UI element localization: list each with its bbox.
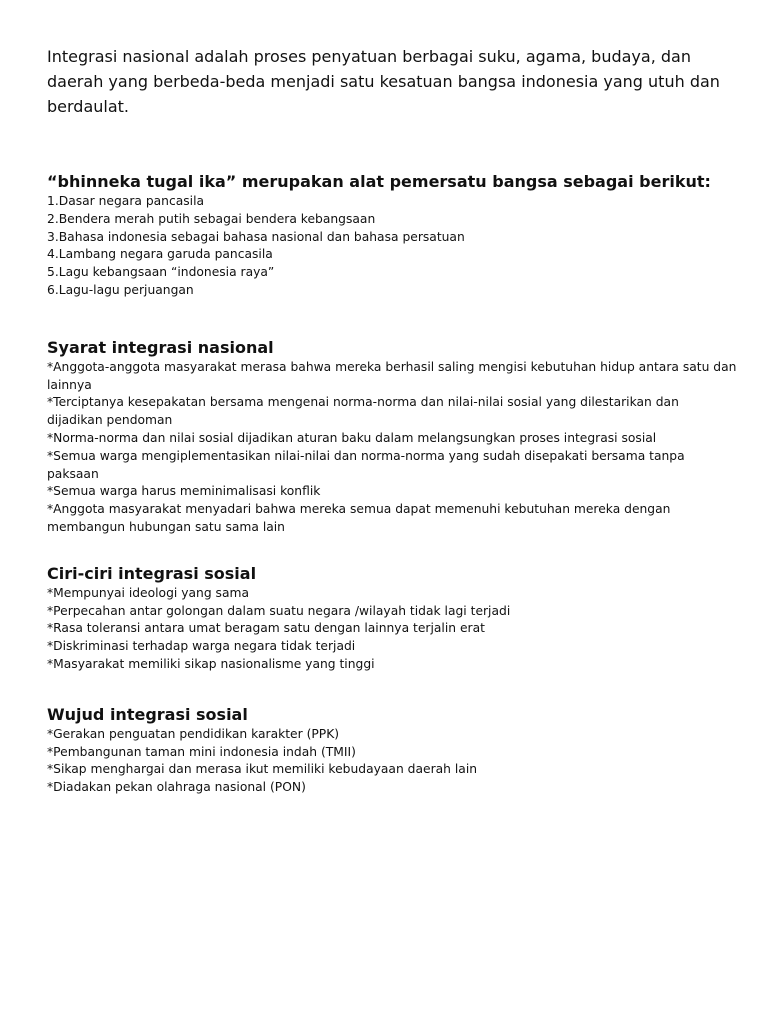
list-item: *Semua warga harus meminimalisasi konflik — [47, 484, 321, 499]
section-list — [47, 193, 737, 300]
document-page — [47, 44, 737, 797]
list-item: *Sikap menghargai dan merasa ikut memiliki kebudayaan daerah lain — [47, 762, 478, 777]
list-item: *Perpecahan antar golongan dalam suatu negara /wilayah tidak lagi terjadi — [47, 603, 511, 618]
section-wujud-integrasi — [47, 704, 737, 797]
list-item: 6.Lagu-lagu perjuangan — [47, 282, 194, 297]
list-item: *Gerakan penguatan pendidikan karakter (PPK) — [47, 726, 340, 741]
list-item: 1.Dasar negara pancasila — [47, 194, 205, 208]
section-list — [47, 726, 737, 797]
list-item: *Norma-norma dan nilai sosial dijadikan aturan baku dalam melangsungkan proses integrasi sosial — [47, 430, 657, 445]
section-bhinneka-tunggal-ika — [47, 171, 737, 300]
list-item: *Semua warga mengiplementasikan nilai-nilai dan norma-norma yang sudah disepakati bersama tanpa paksaan — [47, 448, 685, 481]
list-item: *Terciptanya kesepakatan bersama mengenai norma-norma dan nilai-nilai sosial yang dilestarikan dan dijadikan pendoman — [47, 395, 679, 428]
list-item: *Pembangunan taman mini indonesia indah (TMII) — [47, 744, 356, 759]
section-ciri-ciri-integrasi — [47, 563, 737, 674]
list-item: *Diadakan pekan olahraga nasional (PON) — [47, 780, 306, 795]
intro-paragraph: Integrasi nasional adalah proses penyatuan berbagai suku, agama, budaya, dan daerah yang berbeda-beda menjadi satu kesatuan bangsa indonesia yang utuh dan berdaulat. — [47, 47, 720, 116]
section-title: Ciri-ciri integrasi sosial — [47, 563, 257, 583]
section-list — [47, 585, 737, 674]
section-list — [47, 359, 737, 537]
list-item: *Anggota-anggota masyarakat merasa bahwa mereka berhasil saling mengisi kebutuhan hidup antara satu dan lainnya — [47, 359, 737, 392]
section-title: Wujud integrasi sosial — [47, 704, 248, 724]
list-item: *Masyarakat memiliki sikap nasionalisme yang tinggi — [47, 656, 375, 671]
list-item: 2.Bendera merah putih sebagai bendera kebangsaan — [47, 211, 376, 226]
list-item: *Mempunyai ideologi yang sama — [47, 585, 249, 600]
list-item: *Anggota masyarakat menyadari bahwa mereka semua dapat memenuhi kebutuhan mereka dengan membangun hubungan satu sama lain — [47, 502, 671, 534]
section-title: Syarat integrasi nasional — [47, 337, 274, 357]
list-item: *Rasa toleransi antara umat beragam satu dengan lainnya terjalin erat — [47, 621, 485, 636]
section-title: “bhinneka tugal ika” merupakan alat pemersatu bangsa sebagai berikut: — [47, 172, 711, 191]
list-item: 3.Bahasa indonesia sebagai bahasa nasional dan bahasa persatuan — [47, 229, 465, 244]
list-item: 5.Lagu kebangsaan “indonesia raya” — [47, 265, 275, 280]
section-syarat-integrasi — [47, 337, 737, 537]
list-item: *Diskriminasi terhadap warga negara tidak terjadi — [47, 639, 356, 654]
list-item: 4.Lambang negara garuda pancasila — [47, 247, 273, 262]
